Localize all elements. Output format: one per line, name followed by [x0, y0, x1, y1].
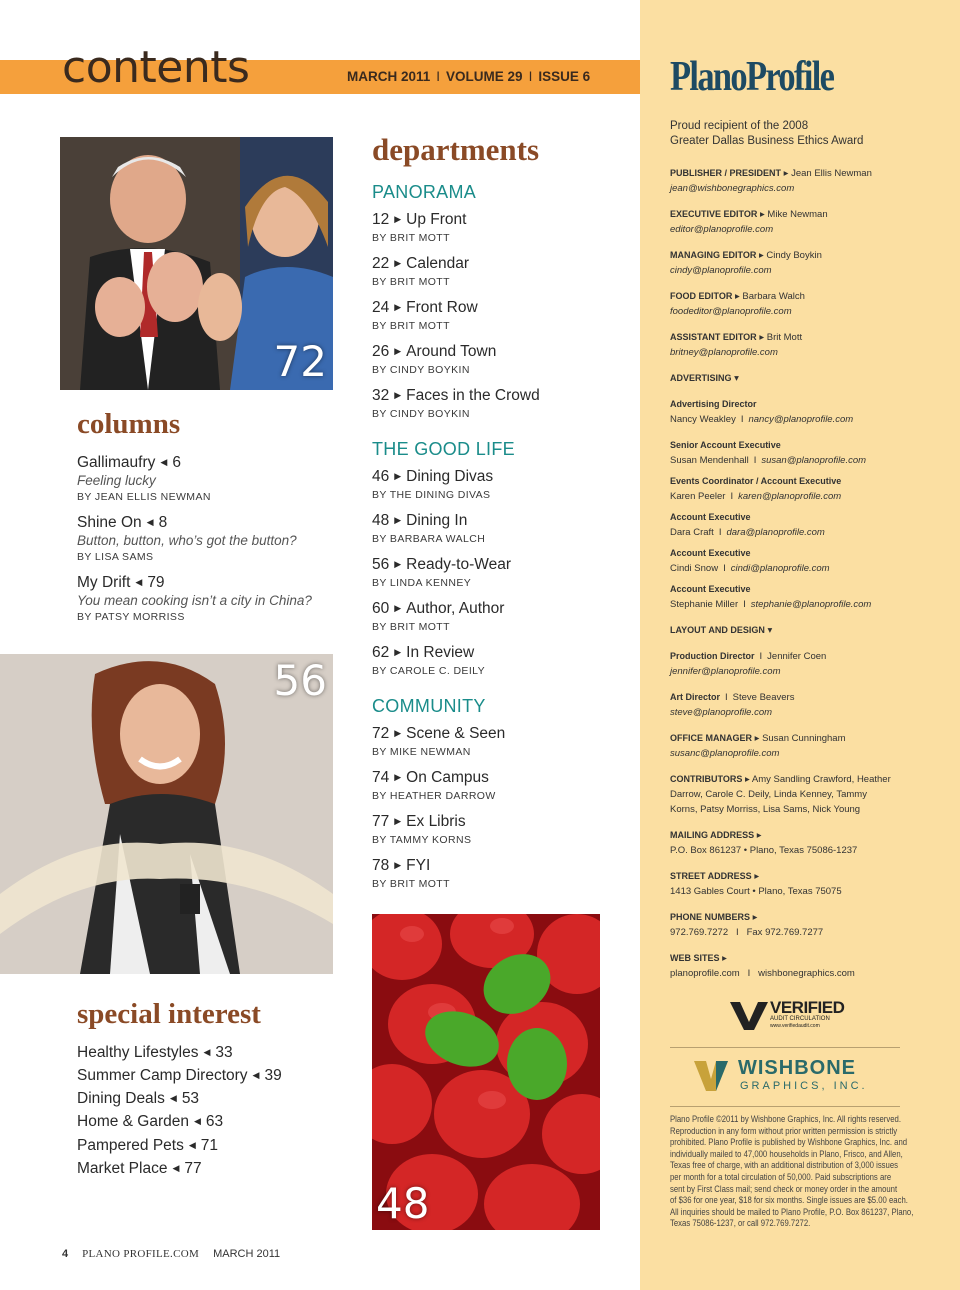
page-number: 78: [372, 857, 390, 874]
column-subtitle: Feeling lucky: [77, 473, 156, 488]
item-title: Front Row: [406, 299, 478, 316]
byline: BY MIKE NEWMAN: [372, 746, 471, 758]
page-number: 46: [372, 468, 390, 485]
section-panorama: PANORAMA: [372, 182, 477, 202]
footer-date: MARCH 2011: [213, 1248, 281, 1260]
page-title: contents: [62, 42, 250, 93]
item-title: Home & Garden: [77, 1113, 189, 1130]
masthead-ae-1: Account Executive Dara Craft I dara@planoprofile.com: [670, 512, 825, 538]
page-number: 12: [372, 211, 390, 228]
wishbone-icon: [694, 1061, 728, 1091]
department-item[interactable]: 26 ▶ Around Town BY CINDY BOYKIN: [372, 343, 497, 376]
item-title: Calendar: [406, 255, 470, 272]
role: WEB SITES: [670, 953, 720, 963]
page-number: 39: [264, 1067, 282, 1084]
email: susan@planoprofile.com: [761, 455, 867, 466]
name: Brit Mott: [766, 332, 803, 343]
masthead-layout: LAYOUT AND DESIGN ▾: [670, 625, 773, 636]
page-number: 77: [372, 813, 390, 830]
page-number: 48: [372, 512, 390, 529]
masthead-exec-editor: EXECUTIVE EDITOR ▸ Mike Newman editor@planoprofile.com: [670, 209, 828, 235]
name: Cindi Snow: [670, 563, 719, 574]
masthead-street: STREET ADDRESS ▸ 1413 Gables Court • Plano, Texas 75075: [670, 871, 842, 897]
columns-heading: columns: [77, 408, 181, 440]
verified-audit-logo: [730, 1000, 870, 1032]
woman-photo: [0, 654, 333, 974]
page-number: 24: [372, 299, 390, 316]
copyright-line: Plano Profile ©2011 by Wishbone Graphics, Inc. All rights reserved.: [670, 1114, 901, 1124]
page-number: 33: [215, 1044, 233, 1061]
section-label: ADVERTISING: [670, 373, 732, 383]
department-item[interactable]: 22 ▶ Calendar BY BRIT MOTT: [372, 255, 470, 288]
role: MAILING ADDRESS: [670, 830, 755, 840]
byline: BY LISA SAMS: [77, 551, 154, 563]
byline: BY THE DINING DIVAS: [372, 489, 491, 501]
email: cindi@planoprofile.com: [730, 563, 830, 574]
masthead-web: WEB SITES ▸ planoprofile.com I wishbonegraphics.com: [670, 953, 855, 979]
email: editor@planoprofile.com: [670, 224, 774, 235]
page-number: 6: [172, 454, 181, 471]
item-title: Around Town: [406, 343, 497, 360]
page-number: 74: [372, 769, 390, 786]
department-item[interactable]: 32 ▶ Faces in the Crowd BY CINDY BOYKIN: [372, 387, 540, 420]
byline: BY JEAN ELLIS NEWMAN: [77, 491, 211, 503]
name: Mike Newman: [767, 209, 828, 220]
byline: BY TAMMY KORNS: [372, 834, 472, 846]
item-title: Dining Deals: [77, 1090, 165, 1107]
column-subtitle: Button, button, who’s got the button?: [77, 533, 297, 548]
page-number: 62: [372, 644, 390, 661]
role: OFFICE MANAGER: [670, 733, 752, 743]
masthead-ad-director: Advertising Director Nancy Weakley I nancy@planoprofile.com: [670, 399, 854, 425]
masthead-phone: PHONE NUMBERS ▸ 972.769.7272 I Fax 972.769.7277: [670, 912, 824, 938]
name: Nancy Weakley: [670, 414, 736, 425]
masthead-office: OFFICE MANAGER ▸ Susan Cunningham susanc@planoprofile.com: [670, 733, 846, 759]
copyright-line: prohibited. Plano Profile is published by Wishbone Graphics, Inc. and: [670, 1137, 908, 1148]
item-title: Up Front: [406, 211, 467, 228]
issue-number: ISSUE 6: [538, 69, 591, 84]
wishbone-logo: [694, 1058, 874, 1094]
item-title: Market Place: [77, 1160, 168, 1177]
page-number: 26: [372, 343, 390, 360]
issue-info: [347, 69, 590, 84]
phone: 972.769.7272 I Fax 972.769.7277: [670, 927, 824, 938]
item-title: Healthy Lifestyles: [77, 1044, 199, 1061]
role: Senior Account Executive: [670, 440, 781, 450]
item-title: Pampered Pets: [77, 1137, 184, 1154]
item-title: Scene & Seen: [406, 725, 506, 742]
email: cindy@planoprofile.com: [670, 265, 772, 276]
masthead-ae-2: Account Executive Cindi Snow I cindi@planoprofile.com: [670, 548, 830, 574]
department-item[interactable]: 60 ▶ Author, Author BY BRIT MOTT: [372, 600, 505, 633]
role: MANAGING EDITOR: [670, 250, 757, 260]
award-text: [670, 119, 863, 149]
role: Account Executive: [670, 584, 751, 594]
copyright-line: All inquiries should be mailed to Plano Profile, P.O. Box 861237, Plano,: [670, 1206, 914, 1217]
item-title: On Campus: [406, 769, 489, 786]
email: nancy@planoprofile.com: [748, 414, 854, 425]
column-item[interactable]: Shine On ◀ 8 Button, button, who’s got the button? BY LISA SAMS: [77, 514, 297, 563]
special-interest-item[interactable]: Market Place ◀ 77: [77, 1160, 202, 1177]
special-interest-item[interactable]: Pampered Pets ◀ 71: [77, 1137, 219, 1154]
byline: BY BRIT MOTT: [372, 621, 450, 633]
item-title: Dining Divas: [406, 468, 494, 485]
item-title: Dining In: [406, 512, 468, 529]
department-item[interactable]: 12 ▶ Up Front BY BRIT MOTT: [372, 211, 467, 244]
item-title: In Review: [406, 644, 475, 661]
name: Steve Beavers: [732, 692, 795, 703]
masthead-publisher: PUBLISHER / PRESIDENT ▸ Jean Ellis Newman jean@wishbonegraphics.com: [670, 168, 872, 194]
special-interest-item[interactable]: Healthy Lifestyles ◀ 33: [77, 1044, 233, 1061]
section-label: LAYOUT AND DESIGN: [670, 625, 765, 635]
award-line: Greater Dallas Business Ethics Award: [670, 135, 864, 147]
masthead-production: Production Director I Jennifer Coen jennifer@planoprofile.com: [670, 651, 827, 677]
page-number: 72: [372, 725, 390, 742]
role: STREET ADDRESS: [670, 871, 752, 881]
page-footer: [62, 1248, 280, 1260]
address: P.O. Box 861237 • Plano, Texas 75086-1237: [670, 845, 858, 856]
byline: BY CINDY BOYKIN: [372, 408, 470, 420]
copyright-text: [670, 1114, 914, 1230]
issue-month: MARCH 2011: [347, 69, 431, 84]
role: Production Director: [670, 651, 755, 661]
column-title: Shine On: [77, 514, 142, 531]
name: Jean Ellis Newman: [791, 168, 872, 179]
email: jean@wishbonegraphics.com: [670, 183, 795, 194]
department-item[interactable]: 72 ▶ Scene & Seen BY MIKE NEWMAN: [372, 725, 506, 758]
special-interest-item[interactable]: Dining Deals ◀ 53: [77, 1090, 200, 1107]
item-title: Faces in the Crowd: [406, 387, 540, 404]
role: Art Director: [670, 692, 721, 702]
departments-heading: departments: [372, 132, 540, 167]
byline: BY HEATHER DARROW: [372, 790, 496, 802]
name: Susan Cunningham: [762, 733, 846, 744]
special-interest-item[interactable]: Home & Garden ◀ 63: [77, 1113, 224, 1130]
masthead-contributors: CONTRIBUTORS ▸ Amy Sandling Crawford, Heather Darrow, Carole C. Deily, Linda Kenney, Tammy Korns, Patsy Morriss, Lisa Sams, Nick Young: [670, 774, 891, 815]
role: FOOD EDITOR: [670, 291, 733, 301]
copyright-line: Reproduction in any form without prior written permission is strictly: [670, 1125, 898, 1136]
name: Barbara Walch: [742, 291, 805, 302]
masthead-food-editor: FOOD EDITOR ▸ Barbara Walch foodeditor@planoprofile.com: [670, 291, 805, 317]
page-number: 63: [205, 1113, 224, 1130]
masthead-advertising: ADVERTISING ▾: [670, 373, 739, 384]
email: steve@planoprofile.com: [670, 707, 773, 718]
department-item[interactable]: 77 ▶ Ex Libris BY TAMMY KORNS: [372, 813, 472, 846]
wishbone-name: WISHBONE: [738, 1057, 856, 1079]
verified-sub: AUDIT CIRCULATION: [770, 1016, 830, 1022]
masthead-mailing: MAILING ADDRESS ▸ P.O. Box 861237 • Plano, Texas 75086-1237: [670, 830, 858, 856]
strawberry-photo: [372, 914, 600, 1230]
email: foodeditor@planoprofile.com: [670, 306, 792, 317]
contributors-line: Darrow, Carole C. Deily, Linda Kenney, Tammy: [670, 789, 867, 800]
page-number: 8: [158, 514, 168, 531]
department-item[interactable]: 74 ▶ On Campus BY HEATHER DARROW: [372, 769, 496, 802]
divider: [670, 1106, 900, 1107]
name: Susan Mendenhall: [670, 455, 749, 466]
role: CONTRIBUTORS: [670, 774, 743, 784]
page-number: 53: [181, 1090, 200, 1107]
role: Advertising Director: [670, 399, 757, 409]
role: Account Executive: [670, 512, 751, 522]
page-number: 77: [184, 1160, 202, 1177]
page-number: 60: [372, 600, 390, 617]
copyright-line: Texas 75086-1237, or call 972.769.7272.: [670, 1218, 811, 1229]
contributors-line: Amy Sandling Crawford, Heather: [751, 774, 891, 785]
contributors-line: Korns, Patsy Morriss, Lisa Sams, Nick Young: [670, 804, 861, 815]
page-number-overlay: 48: [376, 1179, 430, 1228]
publication-name: PLANO PROFILE.COM: [82, 1248, 200, 1260]
role: ASSISTANT EDITOR: [670, 332, 757, 342]
email: susanc@planoprofile.com: [670, 748, 780, 759]
column-item[interactable]: My Drift ◀ 79 You mean cooking isn’t a city in China? BY PATSY MORRISS: [77, 574, 312, 623]
masthead-art: Art Director I Steve Beavers steve@planoprofile.com: [670, 692, 795, 718]
role: PUBLISHER / PRESIDENT: [670, 168, 782, 178]
column-subtitle: You mean cooking isn’t a city in China?: [77, 593, 312, 608]
item-title: Ready-to-Wear: [406, 556, 511, 573]
role: Account Executive: [670, 548, 751, 558]
special-interest-heading: special interest: [77, 998, 261, 1030]
copyright-line: Texas free of charge, with an additional distribution of 3,000 issues: [670, 1160, 899, 1171]
department-item[interactable]: 56 ▶ Ready-to-Wear BY LINDA KENNEY: [372, 556, 511, 589]
byline: BY BRIT MOTT: [372, 878, 450, 890]
page-number: 79: [147, 574, 165, 591]
byline: BY BRIT MOTT: [372, 276, 450, 288]
name: Stephanie Miller: [670, 599, 739, 610]
masthead-senior-ae: Senior Account Executive Susan Mendenhall I susan@planoprofile.com: [670, 440, 867, 466]
item-title: Author, Author: [406, 600, 505, 617]
item-title: Ex Libris: [406, 813, 466, 830]
column-item[interactable]: Gallimaufry ◀ 6 Feeling lucky BY JEAN ELLIS NEWMAN: [77, 454, 211, 503]
byline: BY PATSY MORRISS: [77, 611, 185, 623]
special-interest-item[interactable]: Summer Camp Directory ◀ 39: [77, 1067, 282, 1084]
page-number-overlay: 72: [273, 337, 327, 386]
section-good-life: THE GOOD LIFE: [372, 439, 515, 459]
section-community: COMMUNITY: [372, 696, 486, 716]
couple-photo: [60, 137, 333, 390]
role: EXECUTIVE EDITOR: [670, 209, 758, 219]
page-number-overlay: 56: [273, 656, 327, 705]
separator: I: [436, 69, 441, 84]
byline: BY BRIT MOTT: [372, 232, 450, 244]
column-title: Gallimaufry: [77, 454, 156, 471]
copyright-line: individually mailed to 47,000 households in Plano, Frisco, and Allen,: [670, 1148, 903, 1159]
copyright-line: sent by First Class mail; send check or money order in the amount: [670, 1183, 898, 1194]
page-number: 4: [62, 1248, 69, 1260]
role: PHONE NUMBERS: [670, 912, 751, 922]
masthead-ae-3: Account Executive Stephanie Miller I stephanie@planoprofile.com: [670, 584, 872, 610]
name: Karen Peeler: [670, 491, 726, 502]
department-item[interactable]: 62 ▶ In Review BY CAROLE C. DEILY: [372, 644, 486, 677]
name: Jennifer Coen: [767, 651, 827, 662]
divider: [670, 1047, 900, 1048]
verified-url: www.verifiedaudit.com: [770, 1023, 820, 1029]
byline: BY BRIT MOTT: [372, 320, 450, 332]
email: karen@planoprofile.com: [738, 491, 842, 502]
column-title: My Drift: [77, 574, 131, 591]
role: Events Coordinator / Account Executive: [670, 476, 842, 486]
issue-volume: VOLUME 29: [446, 69, 523, 84]
byline: BY CAROLE C. DEILY: [372, 665, 486, 677]
department-item[interactable]: 48 ▶ Dining In BY BARBARA WALCH: [372, 512, 486, 545]
verified-v-icon: [730, 1002, 768, 1030]
page-number: 22: [372, 255, 390, 272]
masthead-managing-editor: MANAGING EDITOR ▸ Cindy Boykin cindy@planoprofile.com: [670, 250, 822, 276]
copyright-line: of $36 for one year, $18 for six months. Single issues are $5.00 each.: [670, 1195, 908, 1206]
byline: BY CINDY BOYKIN: [372, 364, 470, 376]
name: Dara Craft: [670, 527, 714, 538]
item-title: Summer Camp Directory: [77, 1067, 248, 1084]
department-item[interactable]: 46 ▶ Dining Divas BY THE DINING DIVAS: [372, 468, 494, 501]
page-number: 56: [372, 556, 390, 573]
name: Cindy Boykin: [766, 250, 822, 261]
award-line: Proud recipient of the 2008: [670, 120, 809, 132]
page-number: 71: [200, 1137, 219, 1154]
address: 1413 Gables Court • Plano, Texas 75075: [670, 886, 842, 897]
web: planoprofile.com I wishbonegraphics.com: [670, 968, 855, 979]
email: britney@planoprofile.com: [670, 347, 778, 358]
item-title: FYI: [406, 857, 431, 874]
email: stephanie@planoprofile.com: [750, 599, 872, 610]
wishbone-sub: GRAPHICS, INC.: [740, 1080, 868, 1092]
plano-profile-logo: PlanoProfile: [670, 54, 834, 100]
masthead-assistant-editor: ASSISTANT EDITOR ▸ Brit Mott britney@planoprofile.com: [670, 332, 803, 358]
department-item[interactable]: 78 ▶ FYI BY BRIT MOTT: [372, 857, 450, 890]
copyright-line: per month for a total circulation of 50,000. Paid subscriptions are: [670, 1171, 892, 1182]
page-number: 32: [372, 387, 390, 404]
verified-title: VERIFIED: [770, 998, 845, 1017]
email: dara@planoprofile.com: [726, 527, 825, 538]
byline: BY BARBARA WALCH: [372, 533, 486, 545]
email: jennifer@planoprofile.com: [670, 666, 781, 677]
separator: I: [528, 69, 533, 84]
byline: BY LINDA KENNEY: [372, 577, 472, 589]
department-item[interactable]: 24 ▶ Front Row BY BRIT MOTT: [372, 299, 478, 332]
masthead-events: Events Coordinator / Account Executive Karen Peeler I karen@planoprofile.com: [670, 476, 842, 502]
